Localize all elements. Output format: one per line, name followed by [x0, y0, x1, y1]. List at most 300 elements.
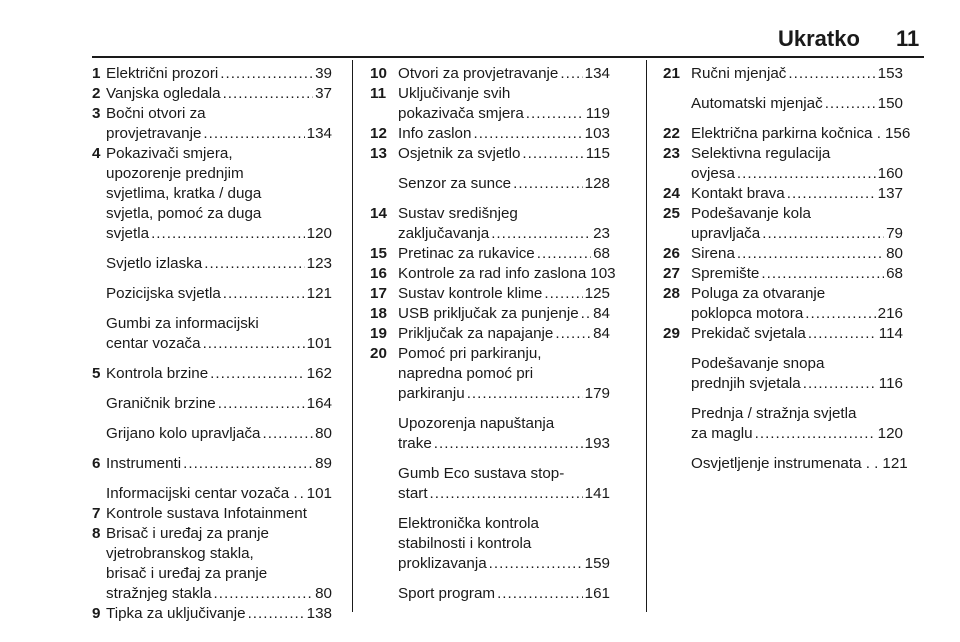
entry-text	[106, 104, 332, 144]
index-entry[interactable]	[663, 264, 903, 284]
entry-spacer	[370, 404, 610, 414]
entry-text	[398, 244, 610, 264]
header-rule	[92, 56, 924, 58]
entry-number: 22	[663, 125, 680, 142]
page-reference[interactable]: 162	[306, 365, 332, 382]
page-reference[interactable]: 80	[315, 425, 332, 442]
index-entry[interactable]	[370, 264, 616, 284]
entry-line	[106, 334, 332, 354]
entry-line	[691, 224, 903, 244]
entry-text	[691, 204, 903, 244]
entry-text	[106, 284, 332, 304]
index-entry[interactable]	[92, 394, 332, 414]
entry-number: 11	[370, 85, 387, 102]
entry-line	[398, 304, 610, 324]
index-entry[interactable]	[663, 284, 903, 324]
dot-leader	[203, 124, 304, 144]
entry-label: svjetla	[106, 225, 150, 242]
page-reference[interactable]: 80	[886, 245, 903, 262]
entry-label: Električna parkirna kočnica .	[691, 125, 881, 142]
dot-leader	[434, 434, 583, 454]
index-entry[interactable]	[92, 604, 332, 624]
page-reference[interactable]: 156	[884, 125, 911, 142]
dot-leader	[263, 424, 314, 444]
page-number: 11	[896, 26, 920, 51]
dot-leader	[491, 224, 591, 244]
entry-label: Pomoć pri parkiranju,	[398, 345, 542, 362]
index-entry[interactable]	[663, 324, 903, 344]
page-reference[interactable]: 115	[585, 145, 610, 162]
entry-line	[106, 84, 332, 104]
entry-label: za maglu	[691, 425, 753, 442]
entry-label: USB priključak za punjenje	[398, 305, 579, 322]
page-reference[interactable]: 121	[882, 455, 908, 472]
index-entry[interactable]	[92, 144, 332, 244]
entry-label: Sirena	[691, 245, 735, 262]
page-reference[interactable]: 79	[886, 225, 903, 242]
index-entry[interactable]	[663, 184, 903, 204]
page-reference[interactable]: 37	[315, 85, 332, 102]
entry-line	[398, 434, 610, 454]
entry-line	[691, 304, 903, 324]
entry-number: 24	[663, 185, 680, 202]
page-reference[interactable]: 164	[306, 395, 332, 412]
entry-number: 27	[663, 265, 680, 282]
entry-text	[691, 354, 903, 394]
entry-line	[691, 454, 908, 474]
entry-spacer	[370, 164, 610, 174]
dot-leader	[430, 484, 583, 504]
dot-leader	[183, 454, 313, 474]
index-entry[interactable]	[370, 324, 610, 344]
dot-leader	[544, 284, 582, 304]
entry-line	[398, 484, 610, 504]
index-column-1	[92, 64, 332, 624]
index-entry[interactable]	[92, 104, 332, 144]
entry-label: Podešavanje snopa	[691, 355, 825, 372]
page-reference[interactable]: 193	[584, 435, 610, 452]
entry-spacer	[370, 194, 610, 204]
entry-text	[106, 314, 332, 354]
entry-text	[398, 174, 610, 194]
entry-label: svjetlima, kratka / duga	[106, 185, 262, 202]
page-reference[interactable]: 23	[593, 225, 610, 242]
entry-label: upozorenje prednjim	[106, 165, 244, 182]
entry-text	[691, 454, 908, 474]
entry-line	[691, 374, 903, 394]
entry-number: 25	[663, 205, 680, 222]
entry-label: Sport program	[398, 585, 496, 602]
index-entry[interactable]	[370, 64, 610, 84]
entry-label: svjetla, pomoć za duga	[106, 205, 262, 222]
entry-line	[691, 264, 903, 284]
entry-line	[398, 584, 610, 604]
entry-text	[106, 454, 332, 474]
index-entry[interactable]	[92, 524, 332, 604]
page-reference[interactable]: 153	[877, 65, 903, 82]
page-reference[interactable]: 123	[306, 255, 332, 272]
index-entry[interactable]	[92, 424, 332, 444]
entry-label: stražnjeg stakla	[106, 585, 212, 602]
entry-label: stabilnosti i kontrola	[398, 535, 532, 552]
entry-label: Bočni otvori za	[106, 105, 206, 122]
dot-leader	[808, 324, 877, 344]
page-reference[interactable]: 138	[306, 605, 332, 622]
entry-label: Informacijski centar vozača .	[106, 485, 298, 502]
entry-line	[398, 124, 610, 144]
index-entry[interactable]	[370, 204, 610, 244]
entry-text	[106, 604, 332, 624]
index-entry[interactable]	[370, 414, 610, 454]
page-reference[interactable]: 160	[877, 165, 903, 182]
entry-label: Gumbi za informacijski	[106, 315, 259, 332]
dot-leader	[522, 144, 583, 164]
entry-label: Automatski mjenjač	[691, 95, 823, 112]
entry-line	[106, 124, 332, 144]
dot-leader	[489, 554, 583, 574]
entry-line	[398, 284, 610, 304]
entry-line	[106, 584, 332, 604]
entry-label: Poluga za otvaranje	[691, 285, 826, 302]
entry-text	[691, 94, 903, 114]
entry-text	[106, 424, 332, 444]
index-entry[interactable]	[92, 484, 332, 504]
dot-leader	[803, 374, 877, 394]
entry-label: Vanjska ogledala	[106, 85, 221, 102]
entry-label: Kontrole za rad info zaslona	[398, 265, 587, 282]
entry-number: 20	[370, 345, 387, 362]
entry-number: 1	[92, 65, 101, 82]
page-reference[interactable]: 134	[584, 65, 610, 82]
index-entry[interactable]	[92, 84, 332, 104]
entry-label: zaključavanja	[398, 225, 490, 242]
page-reference[interactable]: 216	[877, 305, 903, 322]
entry-label: trake	[398, 435, 432, 452]
entry-number: 12	[370, 125, 387, 142]
entry-text	[398, 464, 610, 504]
dot-leader	[203, 334, 305, 354]
entry-number: 23	[663, 145, 680, 162]
dot-leader	[220, 64, 313, 84]
index-entry[interactable]	[370, 304, 610, 324]
entry-line	[691, 64, 903, 84]
entry-line	[106, 394, 332, 414]
entry-label: poklopca motora	[691, 305, 804, 322]
entry-text	[106, 484, 332, 504]
entry-line	[398, 384, 610, 404]
entry-label: Pokazivači smjera,	[106, 145, 233, 162]
dot-leader	[537, 244, 591, 264]
dot-leader	[467, 384, 583, 404]
entry-number: 18	[370, 305, 387, 322]
dot-leader	[555, 324, 591, 344]
entry-label: Otvori za provjetravanje	[398, 65, 559, 82]
index-entry[interactable]	[370, 124, 610, 144]
page-reference[interactable]: 179	[584, 385, 610, 402]
entry-text	[691, 184, 903, 204]
dot-leader	[300, 484, 305, 504]
page-reference[interactable]: 161	[584, 585, 610, 602]
entry-line	[398, 244, 610, 264]
entry-text	[691, 404, 903, 444]
page-reference[interactable]: 84	[593, 305, 610, 322]
index-entry[interactable]	[663, 94, 903, 114]
entry-line	[106, 64, 332, 84]
entry-line	[691, 124, 911, 144]
entry-label: napredna pomoć pri	[398, 365, 534, 382]
entry-label: Svjetlo izlaska	[106, 255, 203, 272]
dot-leader	[223, 84, 314, 104]
dot-leader	[497, 584, 583, 604]
entry-line	[106, 454, 332, 474]
entry-line	[398, 324, 610, 344]
page-reference[interactable]: 103	[590, 265, 616, 282]
page-reference[interactable]: 128	[584, 175, 610, 192]
entry-text	[106, 394, 332, 414]
entry-label: Spremište	[691, 265, 760, 282]
entry-line	[106, 484, 332, 504]
entry-label: Osjetnik za svjetlo	[398, 145, 521, 162]
entry-spacer	[370, 504, 610, 514]
entry-label: proklizavanja	[398, 555, 487, 572]
dot-leader	[825, 94, 876, 114]
entry-number: 5	[92, 365, 101, 382]
dot-leader	[737, 164, 876, 184]
index-entry[interactable]	[92, 284, 332, 304]
entry-label: Ručni mjenjač	[691, 65, 787, 82]
entry-label: Upozorenja napuštanja	[398, 415, 555, 432]
entry-label: Instrumenti	[106, 455, 182, 472]
entry-line	[398, 144, 610, 164]
entry-text	[398, 414, 610, 454]
entry-label: Gumb Eco sustava stop-	[398, 465, 565, 482]
entry-label: vjetrobranskog stakla,	[106, 545, 254, 562]
dot-leader	[204, 254, 304, 274]
index-entry[interactable]	[370, 144, 610, 164]
dot-leader	[805, 304, 875, 324]
entry-text	[691, 244, 903, 264]
index-entry[interactable]	[370, 584, 610, 604]
column-divider	[352, 60, 353, 612]
page-reference[interactable]: 39	[315, 65, 332, 82]
entry-label: pokazivača smjera	[398, 105, 524, 122]
dot-leader	[214, 584, 314, 604]
dot-leader	[151, 224, 305, 244]
page-reference[interactable]: 68	[593, 245, 610, 262]
dot-leader	[513, 174, 583, 194]
page-reference[interactable]: 68	[886, 265, 903, 282]
entry-spacer	[92, 304, 332, 314]
entry-label: Selektivna regulacija	[691, 145, 831, 162]
entry-label: Info zaslon	[398, 125, 472, 142]
page-reference[interactable]: 80	[315, 585, 332, 602]
entry-label: Uključivanje svih	[398, 85, 511, 102]
index-entry[interactable]	[92, 254, 332, 274]
entry-label: Pretinac za rukavice	[398, 245, 535, 262]
index-entry[interactable]	[370, 174, 610, 194]
entry-text	[691, 324, 903, 344]
dot-leader	[248, 604, 305, 624]
entry-text	[691, 144, 903, 184]
dot-leader	[560, 64, 582, 84]
index-entry[interactable]	[663, 144, 903, 184]
entry-label: prednjih svjetala	[691, 375, 801, 392]
entry-label: provjetravanje	[106, 125, 202, 142]
page-header	[0, 24, 960, 52]
entry-number: 15	[370, 245, 387, 262]
page-reference[interactable]: 119	[585, 105, 610, 122]
entry-number: 16	[370, 265, 387, 282]
entry-label: Elektronička kontrola	[398, 515, 539, 532]
index-entry[interactable]	[663, 204, 903, 244]
entry-number: 6	[92, 455, 101, 472]
entry-label: Graničnik brzine	[106, 395, 216, 412]
entry-number: 21	[663, 65, 680, 82]
index-entry[interactable]	[370, 84, 610, 124]
entry-label: centar vozača	[106, 335, 201, 352]
entry-line	[691, 94, 903, 114]
entry-label: ovjesa	[691, 165, 735, 182]
entry-text	[106, 144, 332, 244]
entry-line	[106, 364, 332, 384]
entry-text	[398, 344, 610, 404]
page-reference[interactable]: 121	[306, 285, 332, 302]
page-reference[interactable]: 116	[878, 375, 903, 392]
entry-spacer	[663, 344, 903, 354]
index-entry[interactable]	[92, 64, 332, 84]
entry-number: 19	[370, 325, 387, 342]
index-entry[interactable]	[370, 344, 610, 404]
entry-spacer	[92, 384, 332, 394]
index-entry[interactable]	[370, 514, 610, 574]
dot-leader	[218, 394, 305, 414]
entry-line	[691, 164, 903, 184]
index-entry[interactable]	[663, 354, 903, 394]
entry-label: Senzor za sunce	[398, 175, 512, 192]
page-reference[interactable]: 120	[306, 225, 332, 242]
entry-text	[398, 514, 610, 574]
page-reference[interactable]: 101	[306, 335, 332, 352]
index-entry[interactable]	[92, 364, 332, 384]
page-reference[interactable]: 137	[877, 185, 903, 202]
entry-text	[106, 524, 332, 604]
dot-leader	[210, 364, 305, 384]
page-reference[interactable]: 89	[315, 455, 332, 472]
page-reference[interactable]: 150	[877, 95, 903, 112]
entry-label: Grijano kolo upravljača	[106, 425, 261, 442]
entry-spacer	[92, 244, 332, 254]
entry-label: Kontrole sustava Infotainment	[106, 505, 307, 522]
entry-spacer	[92, 274, 332, 284]
entry-label: Kontrola brzine	[106, 365, 209, 382]
entry-text	[398, 64, 610, 84]
entry-spacer	[92, 444, 332, 454]
entry-spacer	[663, 84, 903, 94]
entry-label: Električni prozori	[106, 65, 219, 82]
entry-label: parkiranju	[398, 385, 465, 402]
entry-line	[691, 184, 903, 204]
entry-label: Tipka za uključivanje	[106, 605, 246, 622]
entry-label: start	[398, 485, 428, 502]
index-entry[interactable]	[663, 404, 903, 444]
page-reference[interactable]: 120	[877, 425, 903, 442]
entry-text	[398, 304, 610, 324]
page-reference[interactable]: 103	[584, 125, 610, 142]
entry-label: Sustav središnjeg	[398, 205, 518, 222]
entry-label: upravljača	[691, 225, 761, 242]
entry-line	[691, 324, 903, 344]
entry-spacer	[92, 414, 332, 424]
index-entry[interactable]	[663, 454, 908, 474]
entry-spacer	[370, 574, 610, 584]
entry-text	[398, 584, 610, 604]
entry-text	[106, 84, 332, 104]
page-reference[interactable]: 134	[306, 125, 332, 142]
entry-text	[106, 64, 332, 84]
index-entry[interactable]	[663, 124, 911, 144]
entry-label: Pozicijska svjetla	[106, 285, 221, 302]
entry-line	[398, 64, 610, 84]
entry-text	[398, 204, 610, 244]
entry-number: 10	[370, 65, 387, 82]
dot-leader	[737, 244, 884, 264]
index-entry[interactable]	[370, 244, 610, 264]
entry-label: Priključak za napajanje	[398, 325, 554, 342]
index-entry[interactable]	[370, 284, 610, 304]
entry-line	[691, 424, 903, 444]
page-reference[interactable]: 114	[878, 325, 903, 342]
index-column-2	[370, 64, 616, 604]
entry-label: Prekidač svjetala	[691, 325, 806, 342]
entry-label: Brisač i uređaj za pranje	[106, 525, 269, 542]
entry-label: Osvjetljenje instrumenata . .	[691, 455, 879, 472]
index-entry[interactable]	[92, 504, 332, 524]
dot-leader	[526, 104, 584, 124]
page-reference[interactable]: 101	[306, 485, 332, 502]
entry-line	[106, 424, 332, 444]
dot-leader	[223, 284, 305, 304]
entry-text	[691, 124, 911, 144]
entry-number: 8	[92, 525, 101, 542]
entry-label: Podešavanje kola	[691, 205, 811, 222]
index-entry[interactable]	[663, 244, 903, 264]
entry-line	[106, 604, 332, 624]
entry-spacer	[92, 354, 332, 364]
index-entry[interactable]	[92, 454, 332, 474]
entry-text	[106, 504, 332, 524]
index-entry[interactable]	[92, 314, 332, 354]
entry-text	[398, 264, 616, 284]
entry-text	[398, 124, 610, 144]
page-reference[interactable]: 84	[593, 325, 610, 342]
entry-spacer	[663, 114, 903, 124]
index-entry[interactable]	[663, 64, 903, 84]
index-entry[interactable]	[370, 464, 610, 504]
dot-leader	[473, 124, 582, 144]
page-title: Ukratko	[778, 26, 860, 51]
page-reference[interactable]: 141	[584, 485, 610, 502]
entry-number: 28	[663, 285, 680, 302]
entry-number: 26	[663, 245, 680, 262]
entry-text	[398, 324, 610, 344]
entry-spacer	[663, 444, 903, 454]
entry-line	[398, 554, 610, 574]
entry-text	[691, 284, 903, 324]
page-reference[interactable]: 125	[584, 285, 610, 302]
page-reference[interactable]: 159	[584, 555, 610, 572]
entry-number: 14	[370, 205, 387, 222]
dot-leader	[755, 424, 876, 444]
